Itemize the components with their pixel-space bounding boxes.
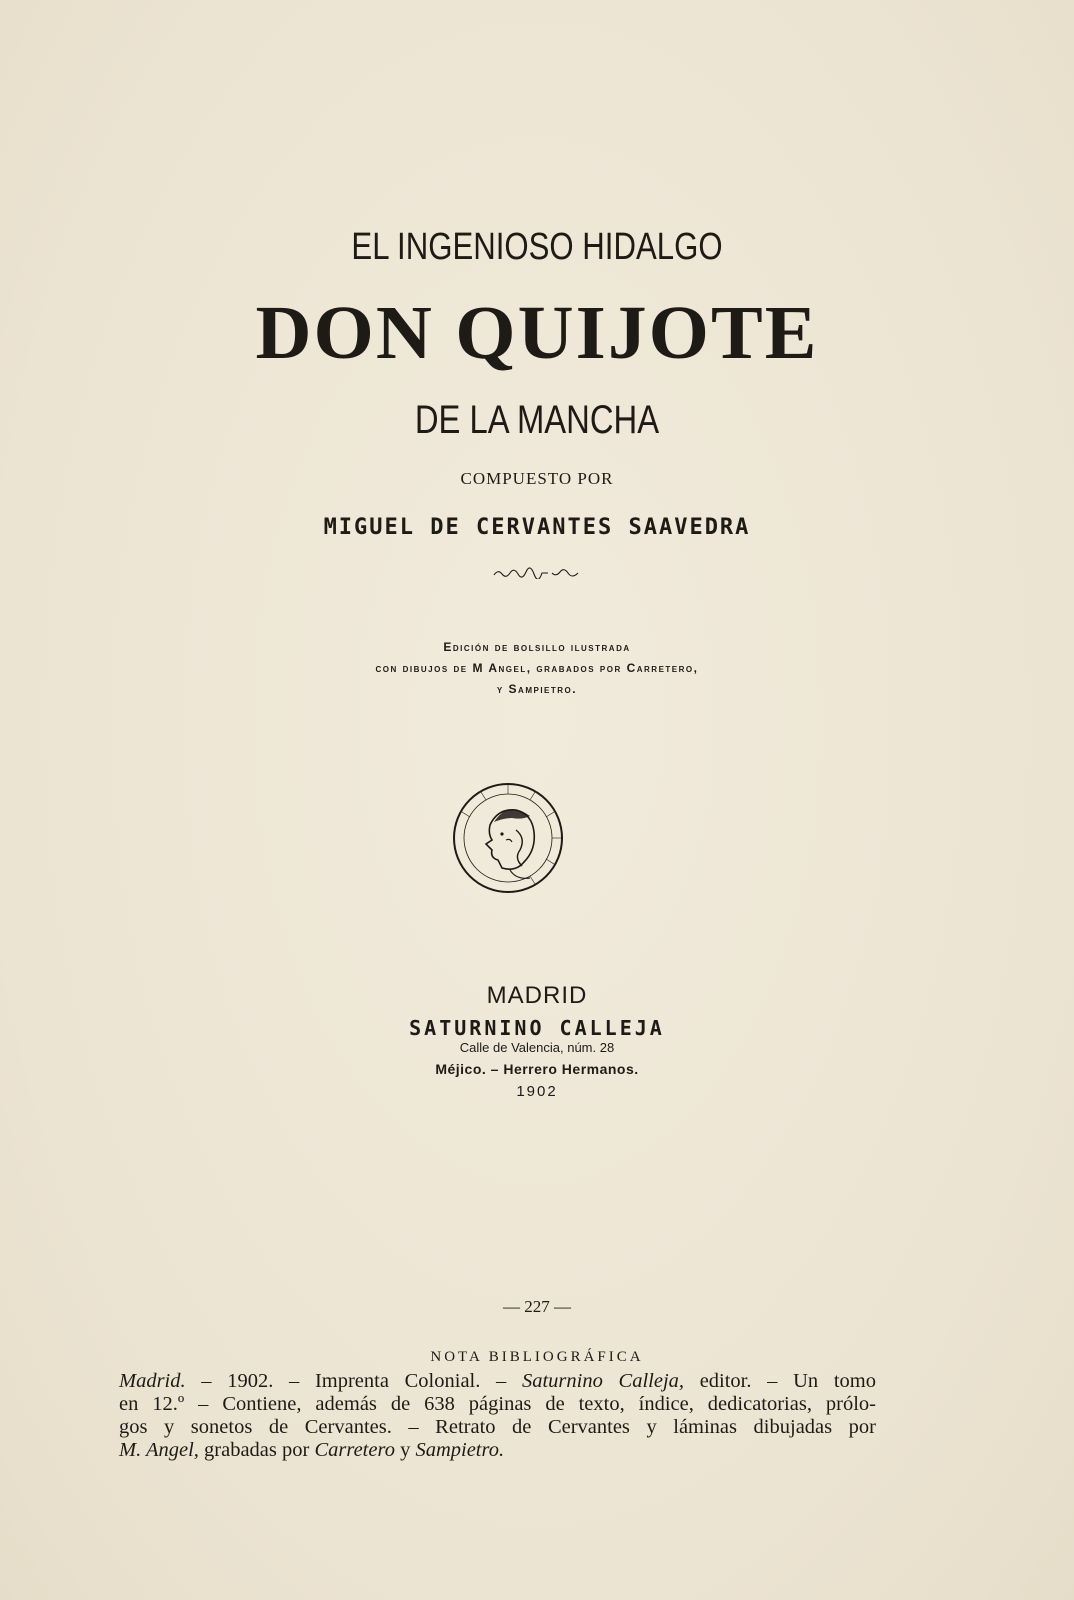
nota-heading: NOTA BIBLIOGRÁFICA (430, 1349, 644, 1365)
title-line-1: EL INGENIOSO HIDALGO (351, 226, 723, 268)
nota-text: Sampietro. (415, 1439, 505, 1461)
publisher-mexico: Méjico. – Herrero Hermanos. (435, 1061, 639, 1077)
main-title: DON QUIJOTE (255, 291, 819, 375)
ornament-divider (0, 566, 1074, 578)
nota-paragraph (119, 1370, 876, 1462)
nota-line-2 (119, 1393, 876, 1416)
nota-text: en 12.º – Contiene, además de 638 páginas de texto, índice, dedicatorias, prólo- (119, 1393, 876, 1415)
squiggle-ornament-icon (492, 567, 582, 579)
publisher-seal-icon (450, 780, 566, 896)
publisher-address: Calle de Valencia, núm. 28 (459, 1040, 615, 1055)
edition-line-2: con dibujos de M Angel, grabados por Carretero, (375, 661, 699, 675)
edition-line-3: y Sampietro. (496, 682, 578, 696)
publication-year: 1902 (516, 1083, 558, 1100)
nota-text: – 1902. – Imprenta Colonial. – (185, 1370, 522, 1392)
page-number: — 227 — (503, 1297, 571, 1316)
nota-line-1 (119, 1370, 876, 1393)
publisher-city: MADRID (486, 982, 588, 1009)
nota-line-3 (119, 1416, 876, 1439)
nota-text: Carretero (314, 1439, 395, 1461)
author-name: MIGUEL DE CERVANTES SAAVEDRA (323, 515, 751, 540)
nota-text: grabadas por (198, 1439, 315, 1461)
nota-text: Saturnino Calleja, (521, 1370, 685, 1392)
nota-text: Madrid. (119, 1370, 186, 1392)
nota-text: gos y sonetos de Cervantes. – Retrato de Cervantes y láminas dibujadas por (119, 1416, 876, 1438)
title-line-3: DE LA MANCHA (414, 398, 660, 442)
nota-text: y (394, 1439, 416, 1461)
nota-line-4 (119, 1439, 876, 1462)
compuesto-por: COMPUESTO POR (460, 469, 614, 488)
publisher-name: SATURNINO CALLEJA (409, 1016, 665, 1040)
nota-text: editor. – Un tomo (684, 1370, 876, 1392)
edition-line-1: Edición de bolsillo ilustrada (443, 640, 631, 654)
nota-text: M. Angel, (119, 1439, 199, 1461)
